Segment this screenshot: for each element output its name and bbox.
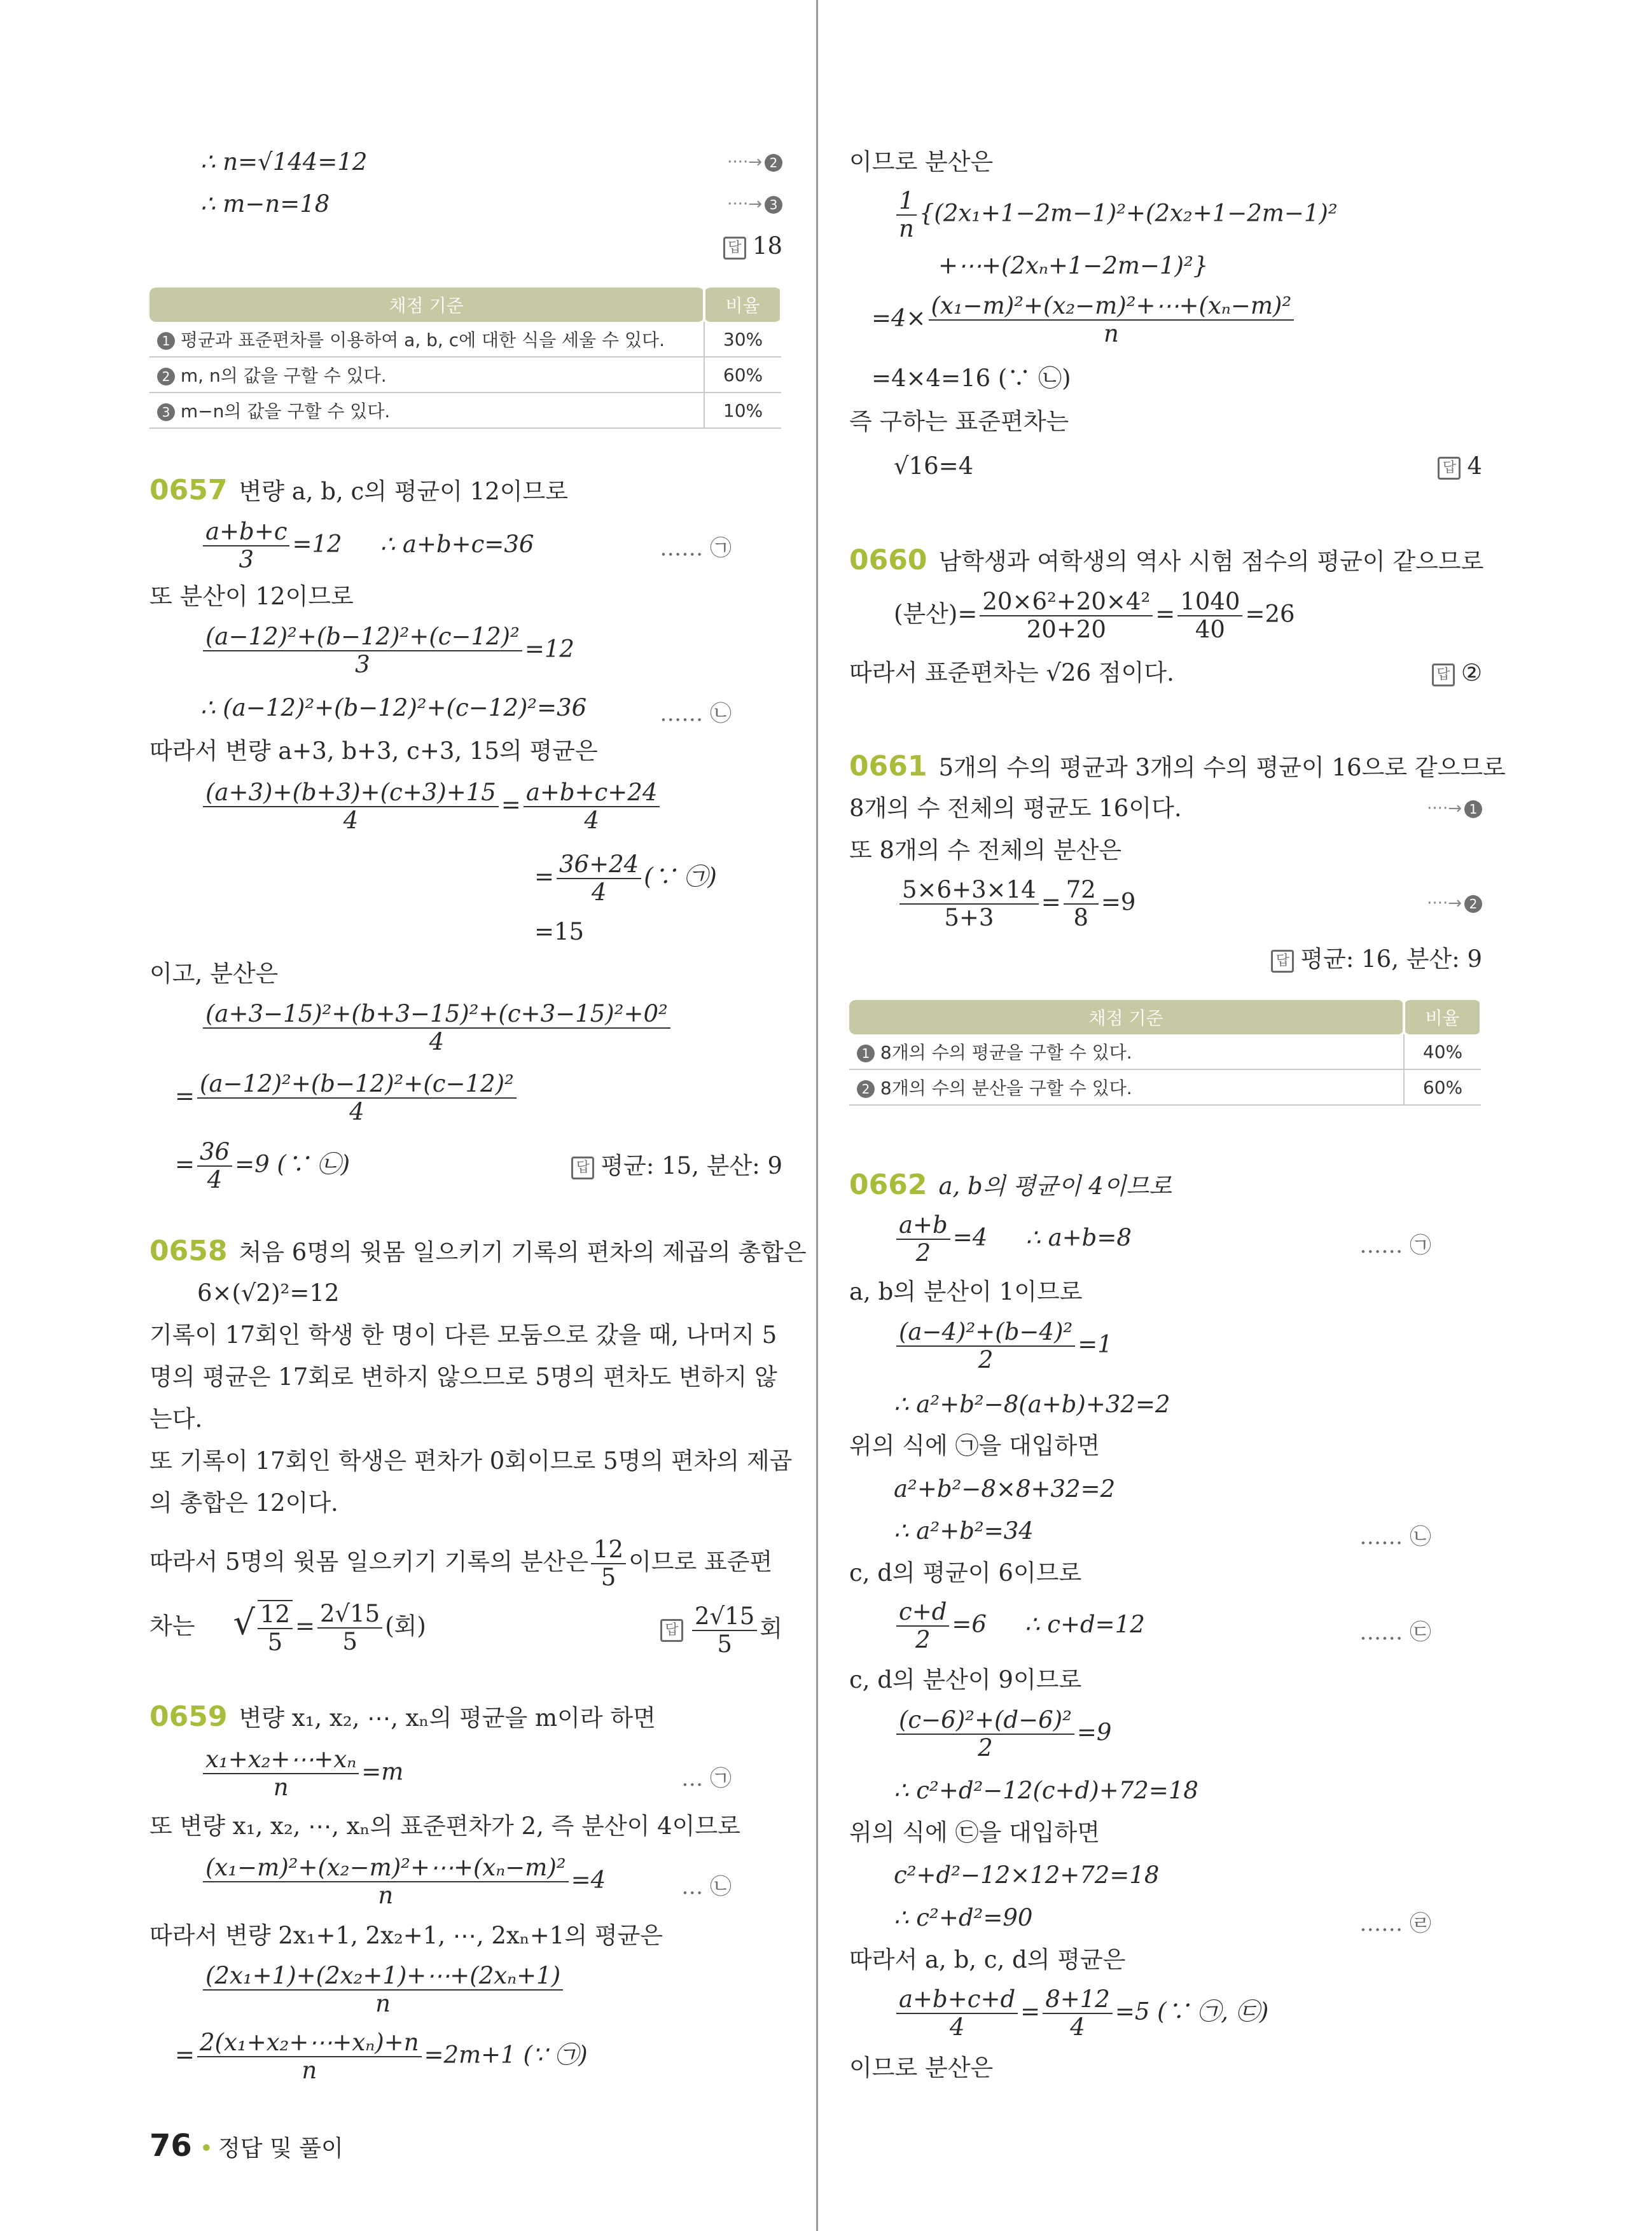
answer-icon: 답 <box>1432 664 1455 686</box>
equation-line: √16=4 <box>894 452 974 480</box>
page-footer: 76 • 정답 및 풀이 <box>149 2128 344 2164</box>
problem-0659-title: 0659 변량 x₁, x₂, ⋯, xₙ의 평균을 m이라 하면 <box>149 1700 656 1733</box>
text-line: 는다. <box>149 1405 203 1433</box>
answer-icon: 답 <box>1438 457 1461 480</box>
fraction-line: = $\frac{36}{4}$ =9 (∵ ㉡) <box>175 1138 351 1193</box>
fraction-line: =4× $\frac{\text{(x₁−m)²+(x₂−m)²+⋯+(xₙ−m)²}}{n}$ <box>871 293 1296 347</box>
fraction-line: (분산)= $\frac{\text{20×6²+20×4²}}{20+20}$ = $\frac{1040}{40}$ =26 <box>894 588 1295 643</box>
text-line: 또 분산이 12이므로 <box>149 583 354 610</box>
text-line: 또 기록이 17회인 학생은 편차가 0회이므로 5명의 편차의 제곱 <box>149 1447 793 1475</box>
text-line: 차는 √ $\frac{12}{5}$ = $\frac{2√15}{5}$ (회) <box>149 1600 426 1656</box>
problem-number: 0660 <box>849 544 927 576</box>
equation-line: 6×(√2)²=12 <box>197 1279 340 1307</box>
answer: 답 평균: 15, 분산: 9 <box>571 1151 782 1181</box>
equation-mark: …… ㉣ <box>1359 1911 1431 1936</box>
table-row: 2 8개의 수의 분산을 구할 수 있다. 60% <box>849 1069 1481 1105</box>
fraction-line: $\frac{\text{x₁+x₂+⋯+xₙ}}{n}$ =m <box>200 1746 403 1801</box>
equation-line: ∴ a²+b²=34 <box>894 1517 1034 1545</box>
fraction-line: $\frac{\text{(c−6)²+(d−6)²}}{2}$ =9 <box>894 1707 1111 1762</box>
fraction-line: $\frac{\text{(2x₁+1)+(2x₂+1)+⋯+(2xₙ+1)}}{n}$ <box>200 1963 566 2017</box>
text-line: 따라서 5명의 윗몸 일으키기 기록의 분산은 $\frac{12}{5}$ 이므로 표준편 <box>149 1536 773 1591</box>
scoring-table <box>149 288 782 429</box>
problem-number: 0662 <box>849 1169 927 1201</box>
answer-icon: 답 <box>723 237 746 260</box>
fraction-line: $\frac{\text{(a−4)²+(b−4)²}}{2}$ =1 <box>894 1319 1113 1373</box>
header-rate: 비율 <box>1404 1000 1481 1034</box>
problem-number: 0659 <box>149 1700 228 1733</box>
equation-line: ∴ n=√144=12 <box>200 148 368 176</box>
page-number: 76 <box>149 2128 192 2164</box>
answer: 답 18 <box>723 232 782 261</box>
answer-icon: 답 <box>660 1619 683 1642</box>
equation-line: ∴ c²+d²−12(c+d)+72=18 <box>894 1777 1198 1804</box>
problem-0658-title: 0658 처음 6명의 윗몸 일으키기 기록의 편차의 제곱의 총합은 <box>149 1235 807 1267</box>
problem-number: 0657 <box>149 474 228 506</box>
text-line: 이고, 분산은 <box>149 960 279 987</box>
header-rate: 비율 <box>704 288 781 322</box>
answer-icon: 답 <box>1271 950 1294 973</box>
fraction-line: $\frac{\text{(a−12)²+(b−12)²+(c−12)²}}{3}$ =12 <box>200 623 574 678</box>
fraction-line: $\frac{5\times 6+3\times 14}{5+3}$ = $\frac{72}{8}$ =9 <box>897 877 1135 931</box>
fraction-line: $\frac{(a+3)+(b+3)+(c+3)+15}{4}$ = $\frac{a+b+c+24}{4}$ <box>200 779 662 834</box>
problem-0662-title: 0662 a, b의 평균이 4이므로 <box>849 1169 1172 1201</box>
fraction-line: $\frac{a+b+c+d}{4}$ = $\frac{8+12}{4}$ =5 (∵ ㉠, ㉢) <box>894 1986 1268 2041</box>
problem-0660-title: 0660 남학생과 여학생의 역사 시험 점수의 평균이 같으므로 <box>849 544 1484 576</box>
fraction-line: $\frac{1}{n}$ {(2x₁+1−2m−1)²+(2x₂+1−2m−1)² <box>894 188 1338 242</box>
text-line: 의 총합은 12이다. <box>149 1489 338 1517</box>
text-line: 따라서 표준편차는 √26 점이다. <box>849 659 1174 686</box>
equation-line: ∴ m−n=18 <box>200 190 330 218</box>
fraction-line: = $\frac{\text{2(x₁+x₂+⋯+xₙ)+n}}{n}$ =2m+1 (∵ ㉠) <box>175 2029 588 2084</box>
equation-mark: …… ㉡ <box>1359 1524 1431 1550</box>
text-line: 위의 식에 ㉢을 대입하면 <box>849 1819 1100 1846</box>
equation-mark: …… ㉡ <box>660 701 732 726</box>
text-line: 따라서 변량 2x₁+1, 2x₂+1, ⋯, 2xₙ+1의 평균은 <box>149 1922 663 1949</box>
equation-line: a²+b²−8×8+32=2 <box>894 1475 1116 1503</box>
equation-mark: …… ㉠ <box>660 536 732 561</box>
answer: 답 ② <box>1432 658 1482 688</box>
text-line: 위의 식에 ㉠을 대입하면 <box>849 1432 1100 1459</box>
equation-line: ∴ (a−12)²+(b−12)²+(c−12)²=36 <box>200 694 587 721</box>
problem-number: 0658 <box>149 1235 228 1267</box>
fraction-line: $\frac{\text{(a+3−15)²+(b+3−15)²+(c+3−15)²+0²}}{4}$ <box>200 1001 673 1055</box>
equation-line: ∴ a²+b²−8(a+b)+32=2 <box>894 1391 1170 1418</box>
table-row: 1 평균과 표준편차를 이용하여 a, b, c에 대한 식을 세울 수 있다. 30% <box>149 322 781 357</box>
answer-icon: 답 <box>571 1157 594 1179</box>
table-row: 2 m, n의 값을 구할 수 있다. 60% <box>149 357 781 393</box>
text-line: c, d의 평균이 6이므로 <box>849 1559 1082 1587</box>
text-line: 즉 구하는 표준편차는 <box>849 408 1069 435</box>
equation-line: =4×4=16 (∵ ㉡) <box>871 365 1071 392</box>
problem-0657-title: 0657 변량 a, b, c의 평균이 12이므로 <box>149 474 569 506</box>
text-line: c, d의 분산이 9이므로 <box>849 1666 1082 1693</box>
problem-0661-title: 0661 5개의 수의 평균과 3개의 수의 평균이 16으로 같으므로 <box>849 750 1506 782</box>
step-marker: ····→ 1 <box>1427 799 1482 818</box>
table-row: 3 m−n의 값을 구할 수 있다. 10% <box>149 393 781 428</box>
answer: 답 $\frac{2√15}{5}$ 회 <box>660 1603 782 1658</box>
text-line: 이므로 분산은 <box>849 148 994 176</box>
answer: 답 평균: 16, 분산: 9 <box>1271 945 1482 974</box>
text-line: 명의 평균은 17회로 변하지 않으므로 5명의 편차도 변하지 않 <box>149 1363 777 1391</box>
step-marker: ····→ 3 <box>727 195 782 214</box>
text-line: 따라서 변량 a+3, b+3, c+3, 15의 평균은 <box>149 737 598 765</box>
step-marker: ····→ 2 <box>727 153 782 172</box>
text-line: 기록이 17회인 학생 한 명이 다른 모둠으로 갔을 때, 나머지 5 <box>149 1321 777 1349</box>
text-line: 8개의 수 전체의 평균도 16이다. <box>849 795 1182 822</box>
equation-line: ∴ c²+d²=90 <box>894 1904 1033 1931</box>
text-line: 또 8개의 수 전체의 분산은 <box>849 837 1122 864</box>
section-title: 정답 및 풀이 <box>218 2136 344 2162</box>
equation-mark: …… ㉢ <box>1359 1620 1431 1645</box>
equation-line: =15 <box>534 918 585 945</box>
step-marker: ····→ 2 <box>1427 894 1482 913</box>
answer: 답 4 <box>1438 452 1482 481</box>
table-row: 1 8개의 수의 평균을 구할 수 있다. 40% <box>849 1034 1481 1069</box>
fraction-line: $\frac{c+d}{2}$ =6 ∴ c+d=12 <box>894 1599 1145 1653</box>
text-line: 따라서 a, b, c, d의 평균은 <box>849 1946 1126 1973</box>
scoring-table <box>849 1000 1482 1106</box>
equation-mark: …… ㉠ <box>1359 1233 1431 1258</box>
header-criteria: 채점 기준 <box>849 1000 1404 1034</box>
equation-mark: … ㉠ <box>681 1766 732 1791</box>
header-criteria: 채점 기준 <box>149 288 704 322</box>
fraction-line: = $\frac{36+24}{4}$ (∵ ㉠) <box>534 851 717 906</box>
text-line: 또 변량 x₁, x₂, ⋯, xₙ의 표준편차가 2, 즉 분산이 4이므로 <box>149 1812 740 1840</box>
column-divider <box>816 0 818 2231</box>
text-line: 이므로 분산은 <box>849 2054 994 2082</box>
equation-mark: … ㉡ <box>681 1874 732 1900</box>
fraction-line: $\frac{\text{(x₁−m)²+(x₂−m)²+⋯+(xₙ−m)²}}{n}$ =4 <box>200 1854 606 1909</box>
fraction-line: = $\frac{\text{(a−12)²+(b−12)²+(c−12)²}}{4}$ <box>175 1071 519 1125</box>
equation-line: +⋯+(2xₙ+1−2m−1)²} <box>938 252 1209 279</box>
problem-number: 0661 <box>849 750 927 782</box>
text-line: a, b의 분산이 1이므로 <box>849 1278 1083 1305</box>
fraction-line: $\frac{a+b}{2}$ =4 ∴ a+b=8 <box>894 1212 1132 1267</box>
fraction-line: $\frac{a+b+c}{3}$ =12 ∴ a+b+c=36 <box>200 518 534 573</box>
equation-line: c²+d²−12×12+72=18 <box>894 1861 1160 1889</box>
